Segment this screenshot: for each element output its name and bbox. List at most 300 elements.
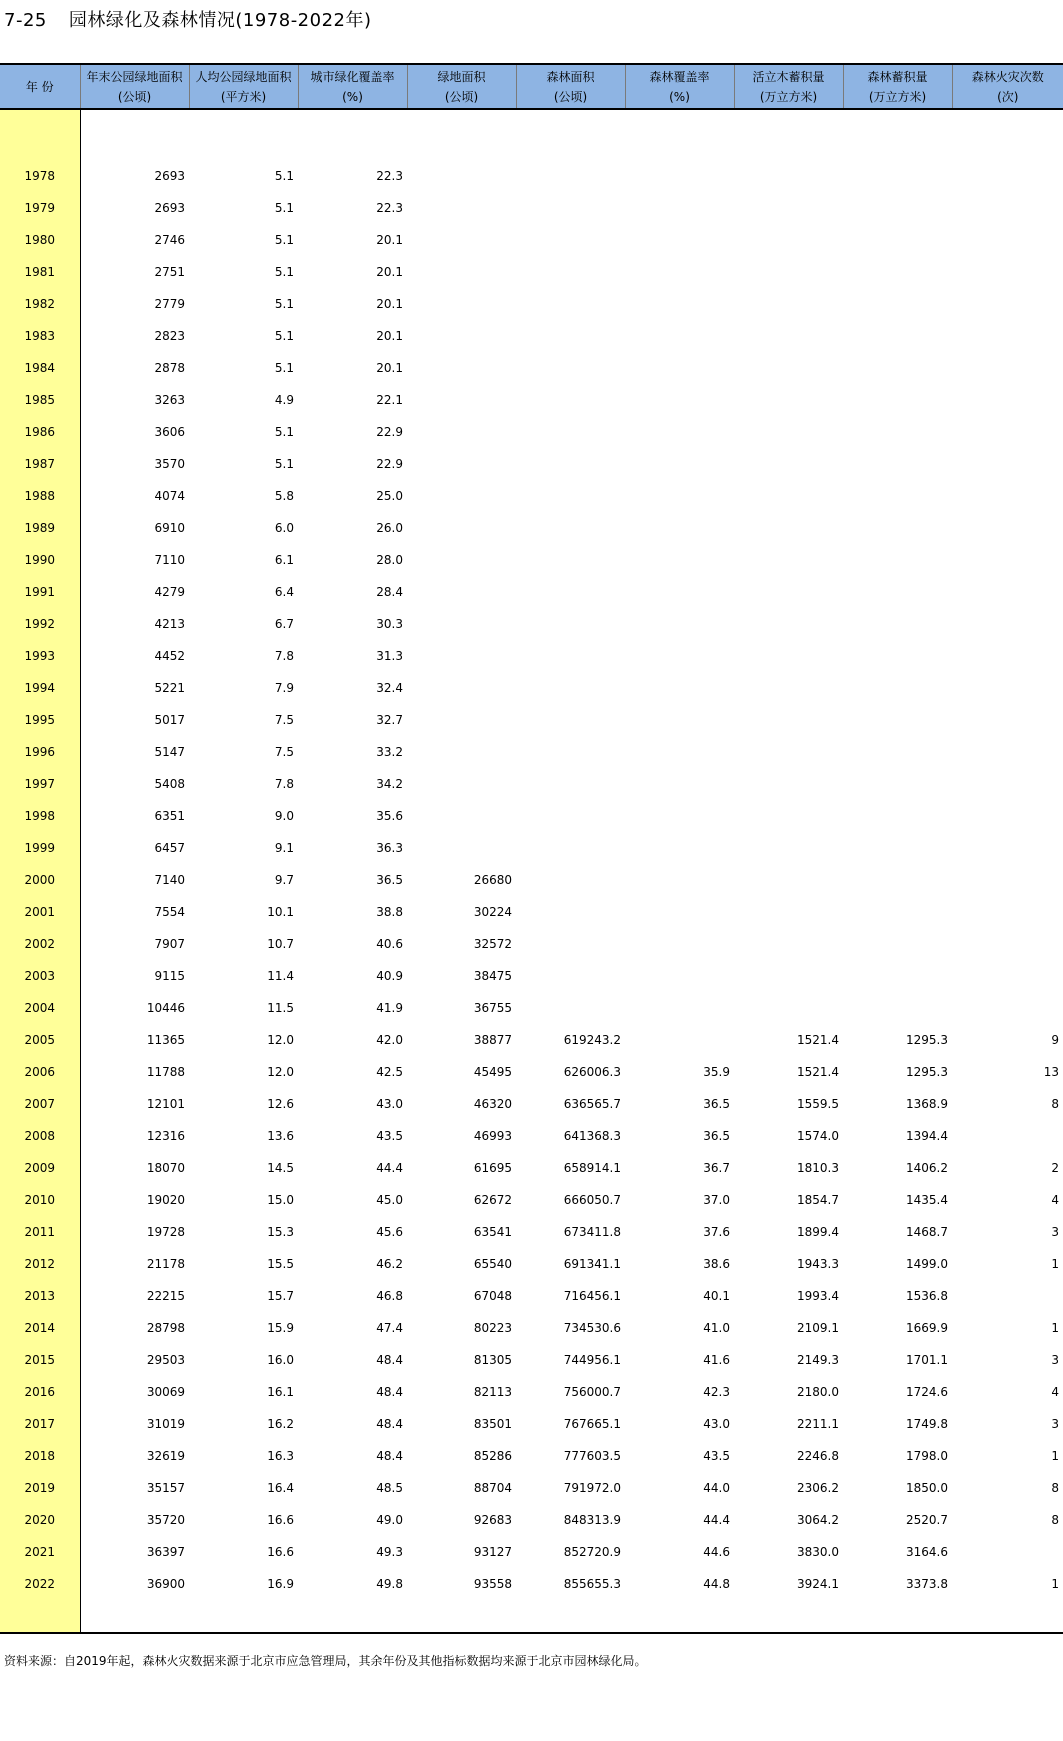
year-cell: 1997 (0, 761, 80, 793)
value-cell: 852720.9 (563, 1545, 621, 1559)
value-cell: 10.7 (267, 937, 294, 951)
value-cell: 93558 (473, 1577, 512, 1591)
value-cell: 3570 (154, 457, 185, 471)
value-cell: 4 (1051, 1193, 1059, 1207)
value-cell: 1 (1051, 1257, 1059, 1271)
value-cell (734, 569, 843, 601)
table-row (0, 249, 1063, 281)
value-cell (625, 857, 734, 889)
value-cell: 3263 (154, 393, 185, 407)
value-cell (952, 1113, 1063, 1145)
value-cell (952, 441, 1063, 473)
value-cell (625, 537, 734, 569)
value-cell (516, 793, 625, 825)
value-cell (952, 377, 1063, 409)
value-cell: 1406.2 (906, 1161, 948, 1175)
value-cell: 35.6 (376, 809, 403, 823)
value-cell (843, 889, 952, 921)
value-cell: 2 (1051, 1161, 1059, 1175)
value-cell (516, 601, 625, 633)
value-cell: 1724.6 (906, 1385, 948, 1399)
value-cell: 641368.3 (563, 1129, 621, 1143)
value-cell: 61695 (473, 1161, 512, 1175)
value-cell (516, 985, 625, 1017)
value-cell: 8 (1051, 1481, 1059, 1495)
value-cell: 15.9 (267, 1321, 294, 1335)
value-cell: 12.0 (267, 1065, 294, 1079)
year-cell: 1992 (0, 601, 80, 633)
table-row (0, 505, 1063, 537)
value-cell: 1 (1051, 1577, 1059, 1591)
value-cell: 32572 (473, 937, 512, 951)
value-cell: 36900 (146, 1577, 185, 1591)
table-row (0, 1113, 1063, 1145)
value-cell: 16.6 (267, 1545, 294, 1559)
value-cell: 5.1 (274, 265, 294, 279)
value-cell: 48.4 (376, 1353, 403, 1367)
value-cell (952, 1529, 1063, 1561)
value-cell: 22.9 (376, 425, 403, 439)
value-cell: 32.4 (376, 681, 403, 695)
value-cell: 88704 (473, 1481, 512, 1495)
value-cell (952, 697, 1063, 729)
table-row (0, 601, 1063, 633)
value-cell: 43.0 (376, 1097, 403, 1111)
empty-cell (80, 1593, 189, 1633)
table-row (0, 1017, 1063, 1049)
value-cell (625, 281, 734, 313)
value-cell: 5.1 (274, 169, 294, 183)
value-cell (952, 345, 1063, 377)
value-cell: 11365 (146, 1033, 185, 1047)
value-cell: 35.9 (703, 1065, 730, 1079)
value-cell: 28.0 (376, 553, 403, 567)
value-cell: 767665.1 (563, 1417, 621, 1431)
year-cell: 2013 (0, 1273, 80, 1305)
value-cell (952, 153, 1063, 185)
value-cell: 30.3 (376, 617, 403, 631)
value-cell (516, 857, 625, 889)
table-row (0, 1305, 1063, 1337)
value-cell (952, 569, 1063, 601)
value-cell (625, 633, 734, 665)
value-cell: 2693 (154, 201, 185, 215)
table-row (0, 153, 1063, 185)
value-cell: 2878 (154, 361, 185, 375)
value-cell (734, 601, 843, 633)
value-cell: 5408 (154, 777, 185, 791)
value-cell: 1394.4 (906, 1129, 948, 1143)
value-cell: 626006.3 (563, 1065, 621, 1079)
value-cell: 2693 (154, 169, 185, 183)
table-header-row (0, 64, 1063, 109)
value-cell: 11.5 (267, 1001, 294, 1015)
column-header (625, 64, 734, 109)
year-cell: 1994 (0, 665, 80, 697)
year-cell: 2021 (0, 1529, 80, 1561)
value-cell (516, 313, 625, 345)
value-cell: 43.0 (703, 1417, 730, 1431)
year-cell: 1984 (0, 345, 80, 377)
value-cell: 85286 (473, 1449, 512, 1463)
value-cell (734, 889, 843, 921)
value-cell: 41.0 (703, 1321, 730, 1335)
year-cell: 1982 (0, 281, 80, 313)
value-cell: 6457 (154, 841, 185, 855)
value-cell: 7.5 (274, 713, 294, 727)
value-cell (734, 153, 843, 185)
value-cell: 14.5 (267, 1161, 294, 1175)
value-cell (734, 441, 843, 473)
year-cell: 2009 (0, 1145, 80, 1177)
table-row (0, 441, 1063, 473)
value-cell: 22215 (146, 1289, 185, 1303)
table-code: 7-25 (4, 10, 47, 31)
value-cell: 37.6 (703, 1225, 730, 1239)
value-cell: 16.1 (267, 1385, 294, 1399)
value-cell (625, 761, 734, 793)
column-header (298, 64, 407, 109)
year-cell: 1980 (0, 217, 80, 249)
table-row (0, 1241, 1063, 1273)
value-cell: 1854.7 (797, 1193, 839, 1207)
value-cell (407, 633, 516, 665)
value-cell (734, 313, 843, 345)
value-cell (843, 633, 952, 665)
value-cell (734, 761, 843, 793)
value-cell (516, 569, 625, 601)
value-cell: 45.6 (376, 1225, 403, 1239)
value-cell (952, 281, 1063, 313)
column-header-label: 城市绿化覆盖率 (310, 69, 395, 84)
column-header (189, 64, 298, 109)
year-cell: 1991 (0, 569, 80, 601)
value-cell: 5.1 (274, 201, 294, 215)
value-cell: 46.8 (376, 1289, 403, 1303)
value-cell: 40.6 (376, 937, 403, 951)
year-cell: 2018 (0, 1433, 80, 1465)
empty-cell (80, 109, 189, 153)
table-row (0, 217, 1063, 249)
value-cell: 1993.4 (797, 1289, 839, 1303)
value-cell: 16.4 (267, 1481, 294, 1495)
column-header-unit: (次) (997, 89, 1019, 104)
value-cell: 3064.2 (797, 1513, 839, 1527)
column-header-unit: (公顷) (444, 89, 479, 104)
value-cell (952, 601, 1063, 633)
value-cell (952, 249, 1063, 281)
value-cell: 4452 (154, 649, 185, 663)
value-cell: 38475 (473, 969, 512, 983)
value-cell (843, 569, 952, 601)
value-cell: 855655.3 (563, 1577, 621, 1591)
value-cell: 12101 (146, 1097, 185, 1111)
value-cell (407, 729, 516, 761)
value-cell: 45495 (473, 1065, 512, 1079)
value-cell: 16.2 (267, 1417, 294, 1431)
column-header (80, 64, 189, 109)
value-cell (516, 537, 625, 569)
table-row (0, 1465, 1063, 1497)
empty-cell (298, 1593, 407, 1633)
value-cell: 3 (1051, 1225, 1059, 1239)
column-header-label: 人均公园绿地面积 (195, 69, 292, 84)
value-cell (625, 345, 734, 377)
empty-cell (516, 1593, 625, 1633)
value-cell: 19020 (146, 1193, 185, 1207)
value-cell: 7110 (154, 553, 185, 567)
value-cell: 2306.2 (797, 1481, 839, 1495)
table-row (0, 185, 1063, 217)
value-cell (407, 793, 516, 825)
value-cell: 31019 (146, 1417, 185, 1431)
value-cell: 744956.1 (563, 1353, 621, 1367)
value-cell: 7140 (154, 873, 185, 887)
table-body (0, 109, 1063, 1633)
table-row (0, 825, 1063, 857)
year-cell: 2014 (0, 1305, 80, 1337)
value-cell (407, 569, 516, 601)
value-cell: 38.6 (703, 1257, 730, 1271)
column-header (952, 64, 1063, 109)
value-cell (407, 185, 516, 217)
year-cell: 1999 (0, 825, 80, 857)
value-cell: 31.3 (376, 649, 403, 663)
table-row (0, 985, 1063, 1017)
value-cell (952, 857, 1063, 889)
value-cell (843, 185, 952, 217)
year-cell: 1978 (0, 153, 80, 185)
value-cell: 9115 (154, 969, 185, 983)
value-cell (734, 953, 843, 985)
value-cell (734, 377, 843, 409)
year-cell: 1995 (0, 697, 80, 729)
value-cell: 777603.5 (563, 1449, 621, 1463)
value-cell (734, 409, 843, 441)
table-row (0, 1177, 1063, 1209)
table-row (0, 281, 1063, 313)
value-cell (952, 729, 1063, 761)
value-cell (625, 985, 734, 1017)
value-cell (734, 921, 843, 953)
value-cell (516, 185, 625, 217)
value-cell: 38.8 (376, 905, 403, 919)
value-cell (952, 793, 1063, 825)
value-cell (843, 345, 952, 377)
value-cell: 20.1 (376, 297, 403, 311)
table-row (0, 953, 1063, 985)
value-cell: 41.6 (703, 1353, 730, 1367)
value-cell: 40.9 (376, 969, 403, 983)
value-cell (407, 665, 516, 697)
value-cell: 19728 (146, 1225, 185, 1239)
value-cell: 47.4 (376, 1321, 403, 1335)
column-header-unit: (%) (342, 89, 363, 104)
value-cell (952, 473, 1063, 505)
value-cell (516, 697, 625, 729)
value-cell: 10.1 (267, 905, 294, 919)
empty-cell (189, 1593, 298, 1633)
value-cell: 92683 (473, 1513, 512, 1527)
value-cell: 10446 (146, 1001, 185, 1015)
value-cell: 2246.8 (797, 1449, 839, 1463)
table-row (0, 889, 1063, 921)
table-row (0, 1369, 1063, 1401)
value-cell (407, 505, 516, 537)
value-cell (625, 409, 734, 441)
value-cell: 48.4 (376, 1385, 403, 1399)
value-cell: 6.7 (274, 617, 294, 631)
value-cell: 6910 (154, 521, 185, 535)
year-cell: 1986 (0, 409, 80, 441)
value-cell: 8 (1051, 1097, 1059, 1111)
value-cell: 38877 (473, 1033, 512, 1047)
value-cell (516, 921, 625, 953)
table-row (0, 1049, 1063, 1081)
value-cell: 673411.8 (563, 1225, 621, 1239)
value-cell: 6.4 (274, 585, 294, 599)
value-cell: 1521.4 (797, 1065, 839, 1079)
value-cell: 2109.1 (797, 1321, 839, 1335)
value-cell: 36.3 (376, 841, 403, 855)
value-cell: 4074 (154, 489, 185, 503)
value-cell (843, 761, 952, 793)
value-cell: 691341.1 (563, 1257, 621, 1271)
value-cell (625, 505, 734, 537)
value-cell (843, 505, 952, 537)
value-cell: 3 (1051, 1417, 1059, 1431)
column-header-label: 森林蓄积量 (867, 69, 928, 84)
table-row (0, 761, 1063, 793)
value-cell: 40.1 (703, 1289, 730, 1303)
value-cell: 791972.0 (563, 1481, 621, 1495)
value-cell (516, 825, 625, 857)
value-cell (843, 953, 952, 985)
year-cell: 2015 (0, 1337, 80, 1369)
value-cell: 25.0 (376, 489, 403, 503)
value-cell: 49.8 (376, 1577, 403, 1591)
value-cell: 1574.0 (797, 1129, 839, 1143)
value-cell: 3924.1 (797, 1577, 839, 1591)
value-cell: 6351 (154, 809, 185, 823)
column-header-label: 森林面积 (546, 69, 595, 84)
value-cell: 5221 (154, 681, 185, 695)
value-cell: 12.6 (267, 1097, 294, 1111)
value-cell: 11.4 (267, 969, 294, 983)
value-cell: 13 (1043, 1065, 1059, 1079)
data-table (0, 63, 1063, 1634)
value-cell (516, 729, 625, 761)
value-cell (843, 249, 952, 281)
column-header-year (0, 64, 80, 109)
value-cell (625, 473, 734, 505)
empty-cell (843, 1593, 952, 1633)
value-cell (516, 761, 625, 793)
table-title: 园林绿化及森林情况(1978-2022年) (68, 10, 372, 31)
value-cell: 36.7 (703, 1161, 730, 1175)
value-cell (843, 153, 952, 185)
value-cell (516, 665, 625, 697)
value-cell (952, 953, 1063, 985)
value-cell (952, 217, 1063, 249)
value-cell: 1701.1 (906, 1353, 948, 1367)
table-row (0, 537, 1063, 569)
column-header (407, 64, 516, 109)
value-cell: 756000.7 (563, 1385, 621, 1399)
value-cell (625, 377, 734, 409)
value-cell: 2520.7 (906, 1513, 948, 1527)
value-cell (734, 345, 843, 377)
empty-cell (516, 109, 625, 153)
table-row (0, 921, 1063, 953)
value-cell (734, 825, 843, 857)
value-cell (407, 217, 516, 249)
value-cell (625, 313, 734, 345)
value-cell (407, 441, 516, 473)
value-cell: 26.0 (376, 521, 403, 535)
value-cell (952, 409, 1063, 441)
value-cell (734, 729, 843, 761)
column-header (516, 64, 625, 109)
column-header-label: 活立木蓄积量 (752, 69, 825, 84)
value-cell: 1798.0 (906, 1449, 948, 1463)
year-cell: 2002 (0, 921, 80, 953)
value-cell (734, 473, 843, 505)
value-cell: 7.8 (274, 649, 294, 663)
value-cell: 44.4 (376, 1161, 403, 1175)
value-cell: 42.5 (376, 1065, 403, 1079)
value-cell: 29503 (146, 1353, 185, 1367)
value-cell (407, 473, 516, 505)
value-cell: 41.9 (376, 1001, 403, 1015)
year-cell: 2020 (0, 1497, 80, 1529)
value-cell: 49.3 (376, 1545, 403, 1559)
table-row (0, 665, 1063, 697)
value-cell (843, 217, 952, 249)
value-cell: 30224 (473, 905, 512, 919)
year-cell: 1981 (0, 249, 80, 281)
column-header-unit: (万立方米) (759, 89, 818, 104)
value-cell: 42.0 (376, 1033, 403, 1047)
empty-cell (625, 109, 734, 153)
value-cell (734, 665, 843, 697)
value-cell: 1810.3 (797, 1161, 839, 1175)
value-cell: 46993 (473, 1129, 512, 1143)
value-cell: 48.4 (376, 1417, 403, 1431)
value-cell: 46320 (473, 1097, 512, 1111)
year-cell: 1983 (0, 313, 80, 345)
value-cell: 7907 (154, 937, 185, 951)
column-header-label: 年末公园绿地面积 (86, 69, 183, 84)
value-cell: 1749.8 (906, 1417, 948, 1431)
table-row (0, 345, 1063, 377)
table-row (0, 473, 1063, 505)
value-cell: 1295.3 (906, 1033, 948, 1047)
value-cell (407, 249, 516, 281)
value-cell (734, 537, 843, 569)
value-cell: 734530.6 (563, 1321, 621, 1335)
value-cell (625, 217, 734, 249)
value-cell: 20.1 (376, 233, 403, 247)
table-row (0, 377, 1063, 409)
value-cell (952, 825, 1063, 857)
table-row (0, 1497, 1063, 1529)
value-cell (734, 793, 843, 825)
value-cell: 4213 (154, 617, 185, 631)
table-row (0, 857, 1063, 889)
value-cell: 2751 (154, 265, 185, 279)
value-cell (516, 409, 625, 441)
